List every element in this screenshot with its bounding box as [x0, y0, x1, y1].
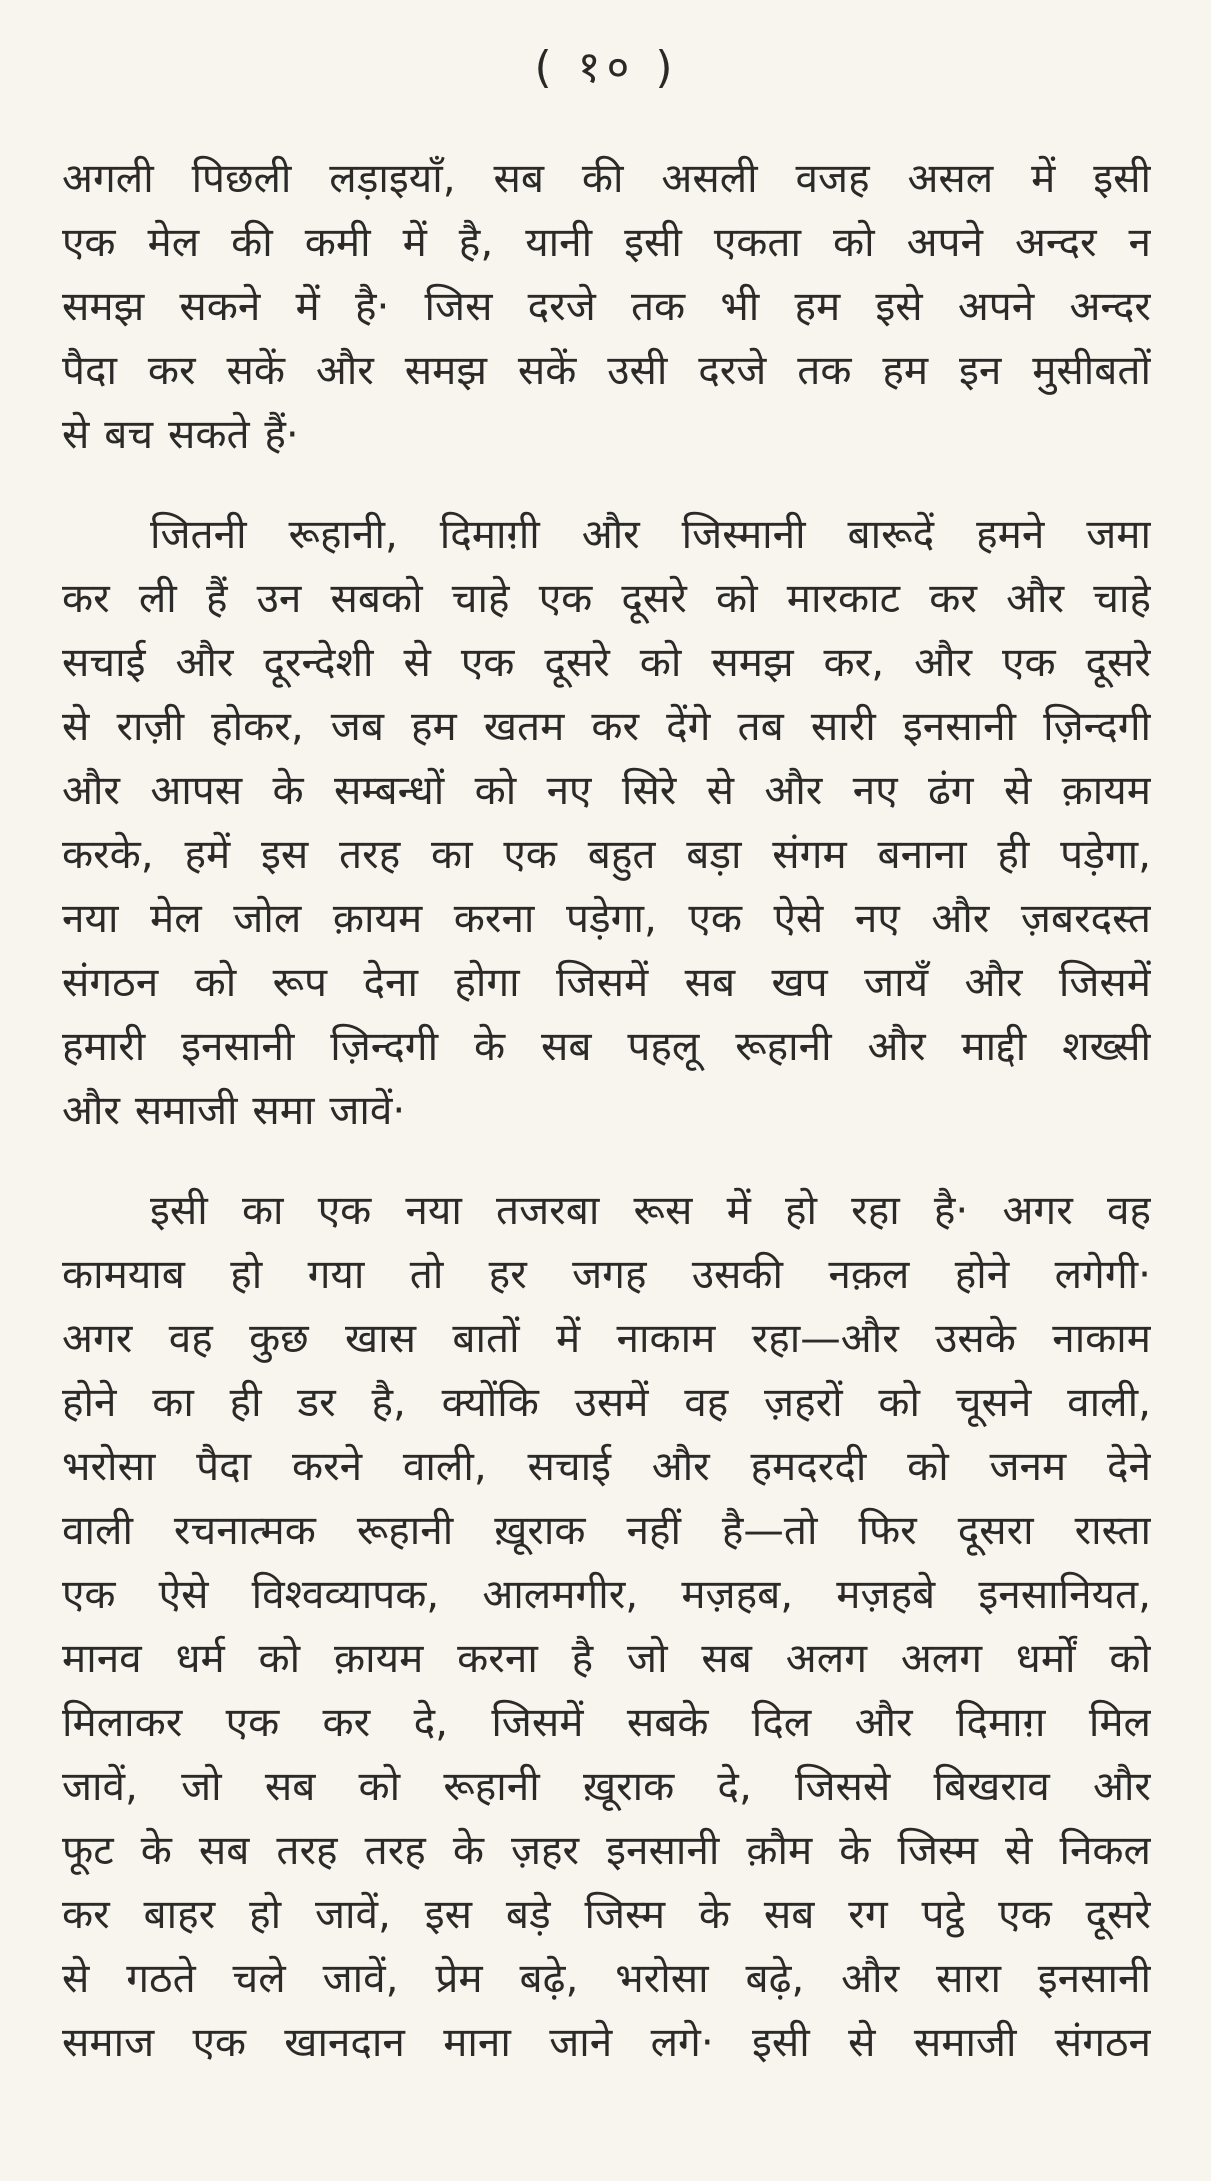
text-line: कर ली हैं उन सबको चाहे एक दूसरे को मारकाट कर और चाहे — [62, 574, 1151, 622]
paragraph-1 — [62, 146, 1151, 466]
text-line: हमारी इनसानी ज़िन्दगी के सब पहलू रूहानी और माद्दी शख्सी — [62, 1022, 1151, 1070]
text-line: होने का ही डर है, क्योंकि उसमें वह ज़हरों को चूसने वाली, — [62, 1378, 1151, 1426]
page-number: ( १० ) — [534, 42, 679, 93]
text-line: से गठते चले जावें, प्रेम बढ़े, भरोसा बढ़े, और सारा इनसानी — [62, 1954, 1151, 2002]
paragraph-gap — [62, 1142, 1151, 1178]
text-line: करके, हमें इस तरह का एक बहुत बड़ा संगम बनाना ही पड़ेगा, — [62, 830, 1151, 878]
text-line: भरोसा पैदा करने वाली, सचाई और हमदरदी को जनम देने — [62, 1442, 1151, 1490]
text-line: और आपस के सम्बन्धों को नए सिरे से और नए ढंग से क़ायम — [62, 766, 1151, 814]
text-line: फूट के सब तरह तरह के ज़हर इनसानी क़ौम के जिस्म से निकल — [62, 1826, 1151, 1874]
text-line: सचाई और दूरन्देशी से एक दूसरे को समझ कर, और एक दूसरे — [62, 638, 1151, 686]
text-line: एक ऐसे विश्वव्यापक, आलमगीर, मज़हब, मज़हबे इनसानियत, — [62, 1570, 1151, 1618]
text-line: से राज़ी होकर, जब हम खतम कर देंगे तब सारी इनसानी ज़िन्दगी — [62, 702, 1151, 750]
text-line: अगर वह कुछ खास बातों में नाकाम रहा—और उसके नाकाम — [62, 1314, 1151, 1362]
text-line: और समाजी समा जावें· — [62, 1086, 406, 1134]
text-line: एक मेल की कमी में है, यानी इसी एकता को अपने अन्दर न — [62, 218, 1151, 266]
text-line: समझ सकने में है· जिस दरजे तक भी हम इसे अपने अन्दर — [62, 282, 1151, 330]
text-line: मानव धर्म को क़ायम करना है जो सब अलग अलग धर्मों को — [62, 1634, 1151, 1682]
text-line: संगठन को रूप देना होगा जिसमें सब खप जायँ और जिसमें — [62, 958, 1151, 1006]
text-line: वाली रचनात्मक रूहानी ख़ूराक नहीं है—तो फिर दूसरा रास्ता — [62, 1506, 1151, 1554]
text-line: कर बाहर हो जावें, इस बड़े जिस्म के सब रग पट्ठे एक दूसरे — [62, 1890, 1151, 1938]
text-line: मिलाकर एक कर दे, जिसमें सबके दिल और दिमाग़ मिल — [62, 1698, 1151, 1746]
paragraph-3 — [62, 1178, 1151, 2074]
paragraph-2 — [62, 502, 1151, 1142]
text-line: कामयाब हो गया तो हर जगह उसकी नक़ल होने लगेगी· — [62, 1250, 1151, 1298]
text-line: समाज एक खानदान माना जाने लगे· इसी से समाजी संगठन — [62, 2018, 1151, 2066]
paragraph-gap — [62, 466, 1151, 502]
text-line: जितनी रूहानी, दिमाग़ी और जिस्मानी बारूदें हमने जमा — [150, 510, 1151, 558]
text-line: इसी का एक नया तजरबा रूस में हो रहा है· अगर वह — [150, 1186, 1151, 1234]
text-line: नया मेल जोल क़ायम करना पड़ेगा, एक ऐसे नए और ज़बरदस्त — [62, 894, 1151, 942]
text-line: अगली पिछली लड़ाइयाँ, सब की असली वजह असल में इसी — [62, 154, 1151, 202]
text-line: जावें, जो सब को रूहानी ख़ूराक दे, जिससे बिखराव और — [62, 1762, 1151, 1810]
text-line: से बच सकते हैं· — [62, 410, 299, 458]
text-line: पैदा कर सकें और समझ सकें उसी दरजे तक हम इन मुसीबतों — [62, 346, 1151, 394]
